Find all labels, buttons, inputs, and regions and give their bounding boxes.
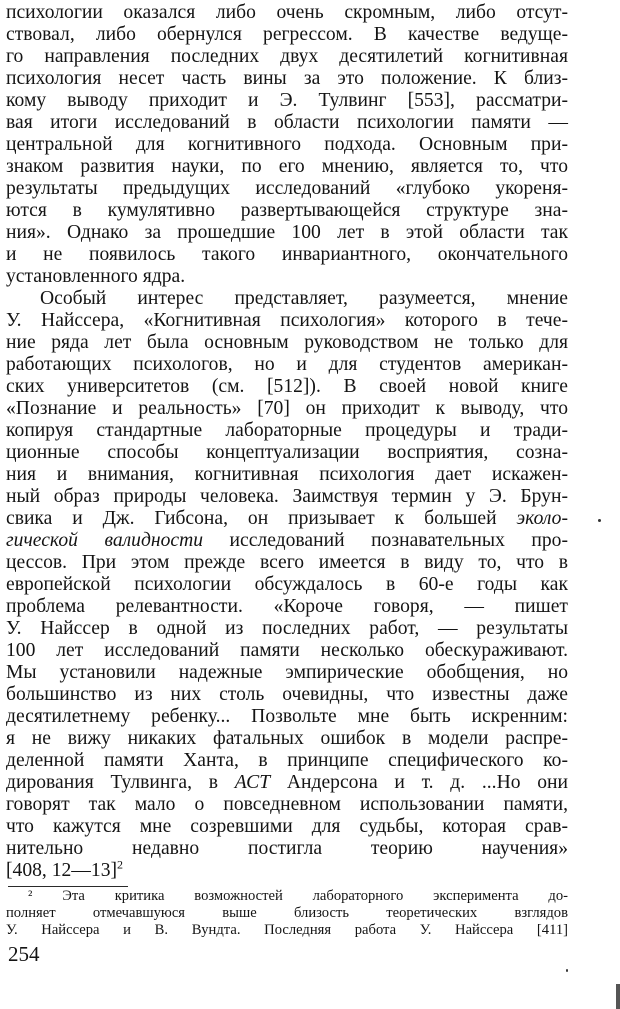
text-line: большинство из них столь очевидны, что известны даже [6,684,568,705]
footnote-divider [8,886,128,887]
text-line [6,508,568,530]
text-line: проблема релевантности. «Короче говоря, — пишет [6,596,568,617]
text-line: центральной для когнитивного подхода. Основным при- [6,134,568,155]
text-line: результаты предыдущих исследований «глубоко укореня- [6,178,568,199]
text-line: ются в кумулятивно развертывающейся структуре зна- [6,200,568,221]
text-line: ствовал, либо обернулся регрессом. В качестве ведуще- [6,24,568,45]
text-line: кому выводу приходит и Э. Тулвинг [553], рассматри- [6,90,568,111]
text-line: Мы установили надежные эмпирические обобщения, но [6,662,568,683]
text-line: ционные способы концептуализации восприятия, созна- [6,442,568,463]
text-line: говорят так мало о повседневном использовании памяти, [6,794,568,815]
scan-edge [616,984,620,1009]
footnote-marker: 2 [117,857,124,872]
text-line: ния». Однако за прошедшие 100 лет в этой области так [6,222,568,243]
text-line: работающих психологов, но и для студентов американ- [6,354,568,375]
text-fragment: исследований познавательных про- [203,530,568,551]
text-line: европейской психологии обсуждалось в 60-е годы как [6,574,568,595]
citation: [408, 12—13] [6,860,118,881]
text-line: деленной памяти Ханта, в принципе специфического ко- [6,750,568,771]
text-line [6,857,568,882]
text-line: ный образ природы человека. Заимствуя термин у Э. Брун- [6,486,568,507]
text-line: го направления последних двух десятилетий когнитивная [6,46,568,67]
scan-speck [598,519,601,522]
text-line: копируя стандартные лабораторные процедуры и тради- [6,420,568,441]
text-line: У. Найссер в одной из последних работ, — результаты [6,618,568,639]
text-fragment: свика и Дж. Гибсона, он призывает к большей [6,508,517,529]
text-line: цессов. При этом прежде всего имеется в виду то, что в [6,552,568,573]
footnote-line: полняет отмечавшуюся выше близость теоретических взглядов [6,905,568,921]
text-line: психология несет часть вины за это положение. К близ- [6,68,568,89]
text-line: У. Найссера, «Когнитивная психология» которого в тече- [6,310,568,331]
paragraph-first-line: Особый интерес представляет, разумеется, мнение [40,288,568,309]
text-line: нительно недавно постигла теорию научения» [6,838,568,859]
text-line: ских университетов (см. [512]). В своей новой книге [6,376,568,397]
text-line: и не появилось такого инвариантного, окончательного [6,244,568,265]
text-fragment: Андерсона и т. д. ...Но они [270,772,568,793]
page-number: 254 [8,942,40,966]
text-line: вая итоги исследований в области психологии памяти — [6,112,568,133]
text-fragment: дирования Тулвинга, в [6,772,235,793]
italic-term: эколо- [516,508,568,529]
text-line: 100 лет исследований памяти несколько обескураживают. [6,640,568,661]
scan-speck [566,969,568,972]
text-line: десятилетнему ребенку... Позвольте мне быть искренним: [6,706,568,727]
footnote-line: У. Найссера и В. Вундта. Последняя работа У. Найссера [411] [6,922,568,938]
italic-term: АСТ [234,772,271,793]
text-line: «Познание и реальность» [70] он приходит к выводу, что [6,398,568,419]
text-line [6,772,568,794]
text-line [6,530,568,552]
text-line: установленного ядра. [6,266,186,287]
text-line: ния и внимания, когнитивная психология дает искажен- [6,464,568,485]
italic-term: гической валидности [6,530,204,551]
text-line: что кажутся мне созревшими для судьбы, которая срав- [6,816,568,837]
footnote-line: ² Эта критика возможностей лабораторного эксперимента до- [28,888,568,904]
text-line: ние ряда лет была основным руководством не только для [6,332,568,353]
text-line: знаком развития науки, по его мнению, является то, что [6,156,568,177]
text-line: психологии оказался либо очень скромным, либо отсут- [6,2,568,23]
text-line: я не вижу никаких фатальных ошибок в модели распре- [6,728,568,749]
